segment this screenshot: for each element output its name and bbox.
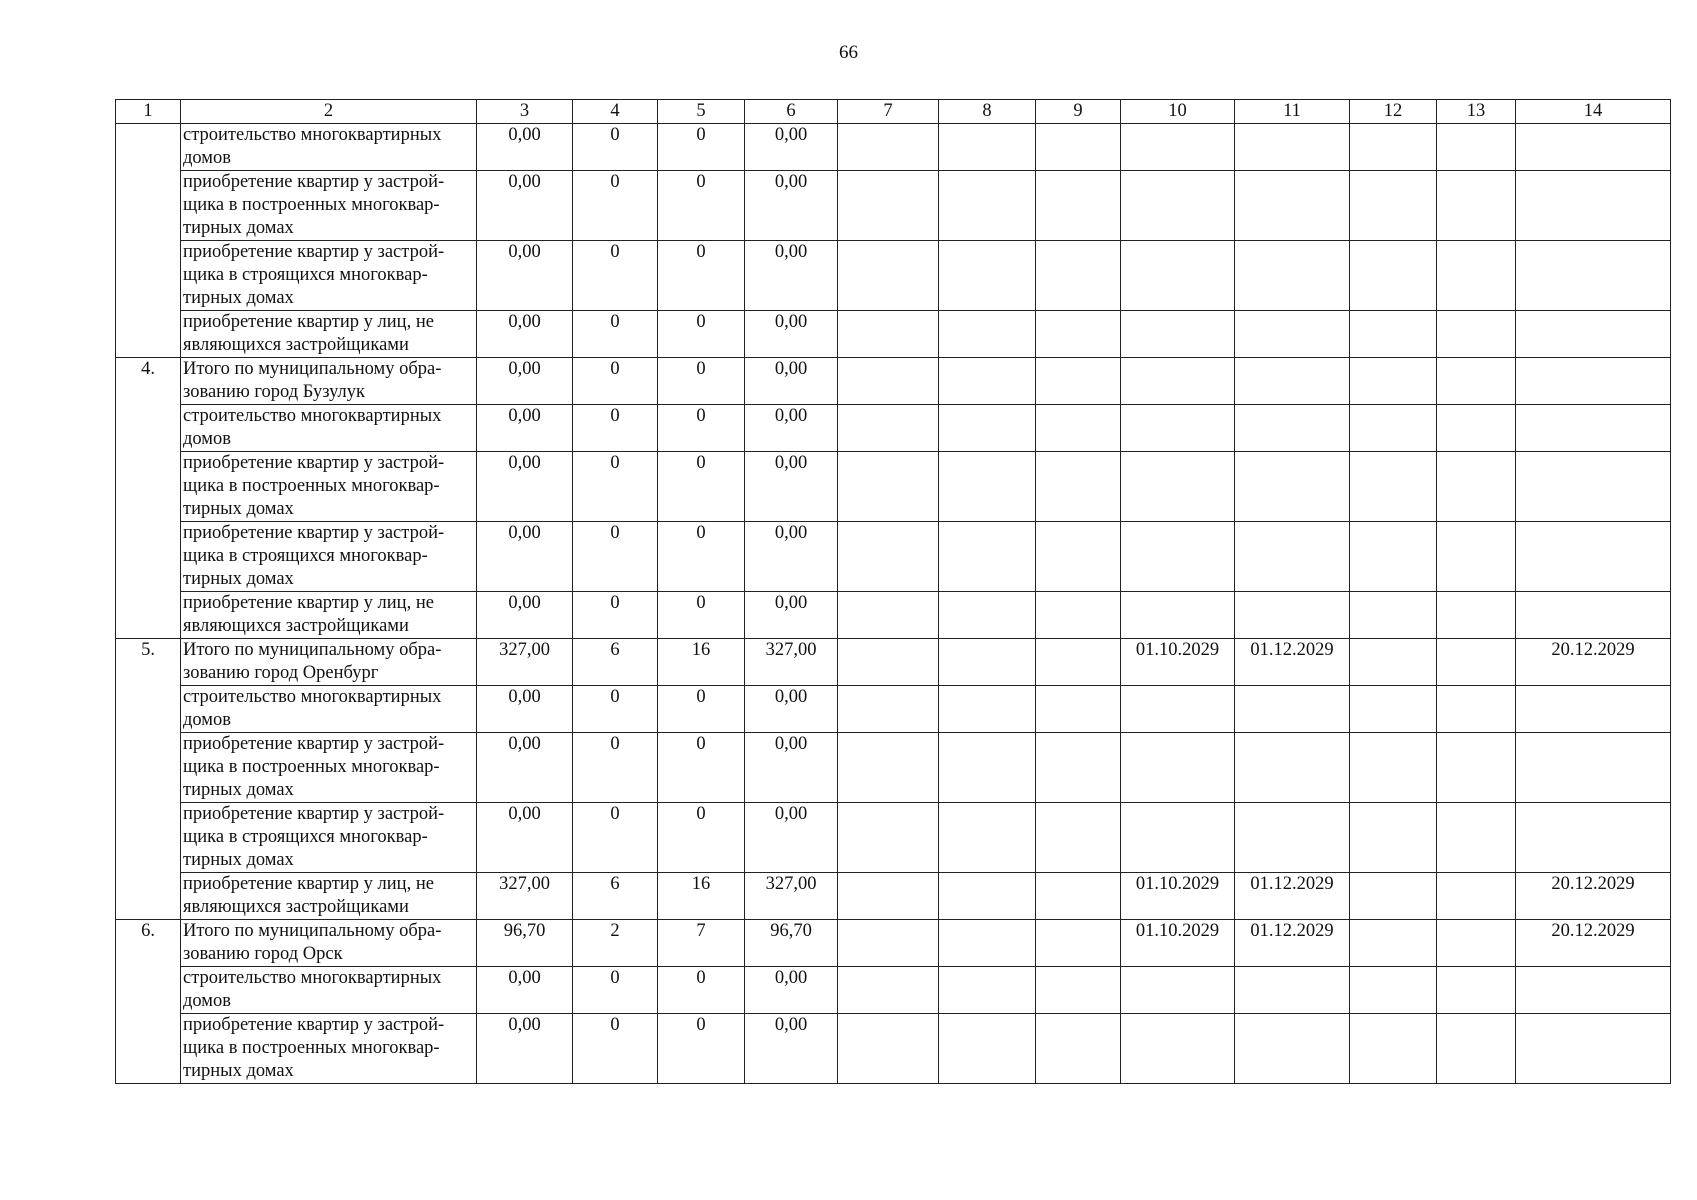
value-cell	[1036, 1014, 1121, 1084]
date-cell: 20.12.2029	[1516, 873, 1671, 920]
date-cell	[1350, 171, 1437, 241]
date-cell	[1437, 358, 1516, 405]
date-cell	[1121, 803, 1235, 873]
date-cell	[1350, 405, 1437, 452]
value-cell: 0	[573, 311, 658, 358]
date-cell	[1516, 592, 1671, 639]
description-cell: приобретение квартир у лиц, не являющихся застройщиками	[181, 311, 477, 358]
value-cell	[939, 171, 1036, 241]
date-cell	[1516, 405, 1671, 452]
date-cell: 20.12.2029	[1516, 920, 1671, 967]
value-cell: 0,00	[477, 803, 573, 873]
description-cell: приобретение квартир у лиц, не являющихся застройщиками	[181, 873, 477, 920]
page-number: 66	[839, 42, 858, 63]
row-number-cell: 4.	[116, 358, 181, 639]
date-cell	[1437, 171, 1516, 241]
value-cell: 0,00	[745, 592, 838, 639]
date-cell	[1235, 592, 1350, 639]
date-cell	[1516, 686, 1671, 733]
value-cell	[1036, 358, 1121, 405]
value-cell	[838, 358, 939, 405]
value-cell: 0	[658, 967, 745, 1014]
date-cell: 01.10.2029	[1121, 920, 1235, 967]
value-cell: 0,00	[477, 171, 573, 241]
date-cell	[1516, 733, 1671, 803]
value-cell	[939, 686, 1036, 733]
column-header: 11	[1235, 100, 1350, 124]
column-header: 2	[181, 100, 477, 124]
value-cell	[939, 522, 1036, 592]
value-cell: 0	[658, 358, 745, 405]
table-row	[116, 1014, 1671, 1084]
date-cell	[1437, 639, 1516, 686]
date-cell	[1121, 522, 1235, 592]
column-header: 13	[1437, 100, 1516, 124]
description-cell: Итого по муниципальному обра-зованию город Орск	[181, 920, 477, 967]
date-cell	[1235, 405, 1350, 452]
value-cell: 0	[658, 452, 745, 522]
value-cell: 0,00	[477, 592, 573, 639]
table-row	[116, 733, 1671, 803]
date-cell	[1235, 241, 1350, 311]
table-row	[116, 405, 1671, 452]
table-row	[116, 592, 1671, 639]
value-cell	[1036, 171, 1121, 241]
table-row	[116, 311, 1671, 358]
value-cell: 0	[658, 686, 745, 733]
value-cell	[838, 639, 939, 686]
date-cell: 01.10.2029	[1121, 639, 1235, 686]
value-cell: 2	[573, 920, 658, 967]
row-number-cell: 6.	[116, 920, 181, 1084]
value-cell: 0	[658, 803, 745, 873]
date-cell	[1121, 967, 1235, 1014]
value-cell: 0,00	[745, 452, 838, 522]
date-cell	[1121, 592, 1235, 639]
description-cell: строительство многоквартирных домов	[181, 124, 477, 171]
value-cell	[838, 522, 939, 592]
value-cell: 0	[658, 311, 745, 358]
column-header: 7	[838, 100, 939, 124]
value-cell: 0	[658, 1014, 745, 1084]
description-cell: приобретение квартир у застрой-щика в построенных многоквар-тирных домах	[181, 171, 477, 241]
date-cell	[1350, 920, 1437, 967]
date-cell	[1121, 358, 1235, 405]
value-cell: 16	[658, 639, 745, 686]
description-cell: Итого по муниципальному обра-зованию город Бузулук	[181, 358, 477, 405]
date-cell	[1350, 452, 1437, 522]
value-cell: 0,00	[477, 1014, 573, 1084]
date-cell	[1121, 452, 1235, 522]
value-cell: 96,70	[745, 920, 838, 967]
value-cell	[939, 920, 1036, 967]
value-cell: 0,00	[745, 803, 838, 873]
date-cell	[1121, 1014, 1235, 1084]
value-cell: 0	[573, 733, 658, 803]
description-cell: приобретение квартир у застрой-щика в построенных многоквар-тирных домах	[181, 452, 477, 522]
value-cell: 7	[658, 920, 745, 967]
date-cell	[1235, 733, 1350, 803]
date-cell	[1235, 171, 1350, 241]
table-row	[116, 967, 1671, 1014]
value-cell	[939, 803, 1036, 873]
value-cell	[1036, 639, 1121, 686]
value-cell: 327,00	[745, 639, 838, 686]
column-header: 14	[1516, 100, 1671, 124]
table-row	[116, 171, 1671, 241]
value-cell: 0	[573, 124, 658, 171]
table-row	[116, 358, 1671, 405]
value-cell: 0	[658, 592, 745, 639]
table-row	[116, 241, 1671, 311]
value-cell: 0,00	[745, 967, 838, 1014]
date-cell	[1350, 124, 1437, 171]
date-cell	[1516, 803, 1671, 873]
date-cell	[1350, 967, 1437, 1014]
date-cell	[1350, 873, 1437, 920]
description-cell: Итого по муниципальному обра-зованию город Оренбург	[181, 639, 477, 686]
value-cell	[838, 1014, 939, 1084]
date-cell	[1437, 1014, 1516, 1084]
description-cell: строительство многоквартирных домов	[181, 967, 477, 1014]
value-cell: 0	[573, 405, 658, 452]
value-cell	[939, 124, 1036, 171]
value-cell	[838, 803, 939, 873]
value-cell: 0,00	[745, 311, 838, 358]
value-cell	[1036, 405, 1121, 452]
value-cell	[939, 1014, 1036, 1084]
description-cell: приобретение квартир у застрой-щика в строящихся многоквар-тирных домах	[181, 522, 477, 592]
value-cell	[838, 920, 939, 967]
date-cell	[1437, 124, 1516, 171]
date-cell	[1516, 124, 1671, 171]
value-cell	[1036, 311, 1121, 358]
value-cell	[939, 967, 1036, 1014]
date-cell	[1121, 733, 1235, 803]
value-cell: 0	[573, 522, 658, 592]
date-cell	[1121, 241, 1235, 311]
date-cell	[1437, 311, 1516, 358]
date-cell: 01.12.2029	[1235, 920, 1350, 967]
value-cell: 0	[573, 803, 658, 873]
value-cell: 0,00	[745, 241, 838, 311]
date-cell	[1516, 967, 1671, 1014]
date-cell	[1350, 733, 1437, 803]
value-cell	[1036, 592, 1121, 639]
description-cell: строительство многоквартирных домов	[181, 686, 477, 733]
value-cell: 0,00	[745, 171, 838, 241]
column-header: 4	[573, 100, 658, 124]
table-row	[116, 920, 1671, 967]
value-cell: 6	[573, 639, 658, 686]
value-cell: 0,00	[477, 241, 573, 311]
value-cell	[838, 733, 939, 803]
value-cell	[838, 124, 939, 171]
value-cell: 0,00	[477, 686, 573, 733]
value-cell: 0,00	[477, 967, 573, 1014]
value-cell	[838, 405, 939, 452]
date-cell	[1437, 873, 1516, 920]
value-cell: 0	[658, 171, 745, 241]
date-cell: 01.10.2029	[1121, 873, 1235, 920]
row-number-cell: 5.	[116, 639, 181, 920]
date-cell	[1437, 592, 1516, 639]
value-cell	[939, 452, 1036, 522]
value-cell: 0,00	[477, 452, 573, 522]
value-cell: 0,00	[745, 124, 838, 171]
value-cell: 6	[573, 873, 658, 920]
value-cell: 0	[658, 733, 745, 803]
table-row	[116, 124, 1671, 171]
date-cell	[1350, 358, 1437, 405]
date-cell: 20.12.2029	[1516, 639, 1671, 686]
date-cell	[1350, 311, 1437, 358]
date-cell	[1437, 241, 1516, 311]
value-cell	[838, 311, 939, 358]
table-row	[116, 686, 1671, 733]
value-cell: 0,00	[745, 358, 838, 405]
value-cell: 0	[658, 522, 745, 592]
date-cell	[1437, 920, 1516, 967]
column-header: 9	[1036, 100, 1121, 124]
table-row	[116, 452, 1671, 522]
date-cell	[1516, 452, 1671, 522]
value-cell: 0,00	[477, 124, 573, 171]
date-cell	[1121, 171, 1235, 241]
value-cell	[939, 311, 1036, 358]
column-header: 6	[745, 100, 838, 124]
value-cell: 0,00	[477, 733, 573, 803]
value-cell: 0	[573, 241, 658, 311]
value-cell	[939, 733, 1036, 803]
value-cell: 0	[573, 592, 658, 639]
date-cell	[1437, 967, 1516, 1014]
value-cell: 327,00	[745, 873, 838, 920]
table-row	[116, 522, 1671, 592]
value-cell: 0,00	[477, 405, 573, 452]
date-cell: 01.12.2029	[1235, 639, 1350, 686]
value-cell	[1036, 873, 1121, 920]
column-header: 8	[939, 100, 1036, 124]
value-cell: 0	[573, 452, 658, 522]
date-cell	[1235, 967, 1350, 1014]
value-cell: 0	[658, 124, 745, 171]
date-cell	[1437, 686, 1516, 733]
date-cell	[1437, 522, 1516, 592]
value-cell	[1036, 920, 1121, 967]
value-cell	[838, 873, 939, 920]
description-cell: приобретение квартир у застрой-щика в построенных многоквар-тирных домах	[181, 733, 477, 803]
date-cell	[1516, 522, 1671, 592]
description-cell: приобретение квартир у застрой-щика в строящихся многоквар-тирных домах	[181, 803, 477, 873]
value-cell: 0,00	[477, 522, 573, 592]
description-cell: приобретение квартир у застрой-щика в построенных многоквар-тирных домах	[181, 1014, 477, 1084]
date-cell	[1121, 405, 1235, 452]
column-header: 10	[1121, 100, 1235, 124]
column-header: 3	[477, 100, 573, 124]
value-cell	[1036, 241, 1121, 311]
value-cell: 0,00	[477, 311, 573, 358]
date-cell	[1235, 522, 1350, 592]
value-cell: 96,70	[477, 920, 573, 967]
value-cell: 0,00	[745, 1014, 838, 1084]
value-cell	[1036, 452, 1121, 522]
table-row	[116, 639, 1671, 686]
table-row	[116, 803, 1671, 873]
date-cell	[1516, 1014, 1671, 1084]
date-cell	[1350, 639, 1437, 686]
value-cell: 0,00	[745, 686, 838, 733]
value-cell	[1036, 803, 1121, 873]
value-cell	[838, 967, 939, 1014]
date-cell	[1235, 686, 1350, 733]
value-cell	[838, 686, 939, 733]
value-cell	[939, 241, 1036, 311]
date-cell	[1437, 803, 1516, 873]
value-cell: 0	[658, 241, 745, 311]
date-cell	[1350, 1014, 1437, 1084]
value-cell	[939, 639, 1036, 686]
date-cell	[1437, 405, 1516, 452]
value-cell: 16	[658, 873, 745, 920]
date-cell	[1235, 311, 1350, 358]
value-cell	[1036, 124, 1121, 171]
column-header: 5	[658, 100, 745, 124]
value-cell	[1036, 686, 1121, 733]
value-cell	[939, 405, 1036, 452]
date-cell	[1516, 311, 1671, 358]
row-number-cell	[116, 124, 181, 358]
value-cell	[838, 241, 939, 311]
date-cell	[1235, 803, 1350, 873]
value-cell: 0	[573, 967, 658, 1014]
date-cell	[1437, 733, 1516, 803]
date-cell: 01.12.2029	[1235, 873, 1350, 920]
date-cell	[1516, 358, 1671, 405]
date-cell	[1350, 803, 1437, 873]
date-cell	[1516, 241, 1671, 311]
date-cell	[1516, 171, 1671, 241]
value-cell	[939, 873, 1036, 920]
description-cell: приобретение квартир у застрой-щика в строящихся многоквар-тирных домах	[181, 241, 477, 311]
date-cell	[1235, 1014, 1350, 1084]
value-cell: 0,00	[745, 522, 838, 592]
value-cell: 0	[658, 405, 745, 452]
value-cell	[1036, 522, 1121, 592]
date-cell	[1121, 124, 1235, 171]
column-header: 12	[1350, 100, 1437, 124]
data-table	[115, 99, 1671, 1084]
value-cell: 0	[573, 171, 658, 241]
column-header: 1	[116, 100, 181, 124]
value-cell: 0	[573, 358, 658, 405]
table-row	[116, 873, 1671, 920]
date-cell	[1235, 358, 1350, 405]
date-cell	[1350, 686, 1437, 733]
date-cell	[1350, 592, 1437, 639]
value-cell	[939, 358, 1036, 405]
value-cell	[1036, 733, 1121, 803]
description-cell: строительство многоквартирных домов	[181, 405, 477, 452]
value-cell: 0,00	[745, 733, 838, 803]
value-cell: 0,00	[477, 358, 573, 405]
date-cell	[1121, 686, 1235, 733]
value-cell	[1036, 967, 1121, 1014]
value-cell: 0	[573, 686, 658, 733]
value-cell: 327,00	[477, 873, 573, 920]
value-cell: 327,00	[477, 639, 573, 686]
value-cell: 0	[573, 1014, 658, 1084]
description-cell: приобретение квартир у лиц, не являющихся застройщиками	[181, 592, 477, 639]
date-cell	[1437, 452, 1516, 522]
value-cell	[838, 171, 939, 241]
value-cell: 0,00	[745, 405, 838, 452]
date-cell	[1235, 452, 1350, 522]
date-cell	[1121, 311, 1235, 358]
header-row	[116, 100, 1671, 124]
date-cell	[1350, 522, 1437, 592]
value-cell	[838, 452, 939, 522]
date-cell	[1350, 241, 1437, 311]
value-cell	[838, 592, 939, 639]
date-cell	[1235, 124, 1350, 171]
value-cell	[939, 592, 1036, 639]
